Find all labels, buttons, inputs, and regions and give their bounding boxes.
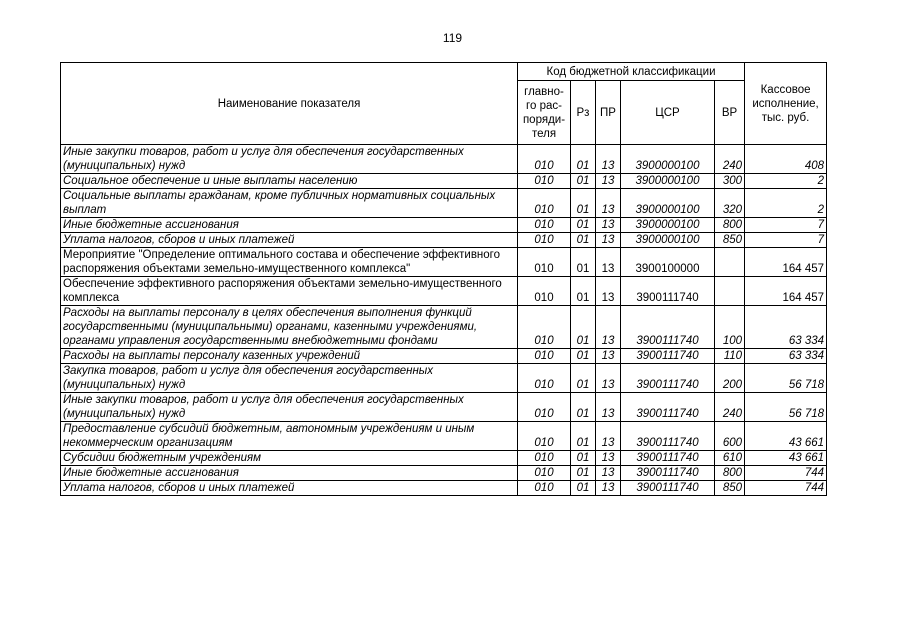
table-row — [61, 174, 827, 189]
cell-amount: 2 — [745, 189, 827, 218]
cell-glav: 010 — [518, 364, 571, 393]
cell-name: Уплата налогов, сборов и иных платежей — [61, 233, 518, 248]
cell-csr: 3900111740 — [621, 466, 715, 481]
cell-name: Социальное обеспечение и иные выплаты населению — [61, 174, 518, 189]
cell-name: Расходы на выплаты персоналу в целях обеспечения выполнения функций государственными (муниципальными) органами, казенными учреждениями, органами управления государственными внебюджетными фондами — [61, 306, 518, 349]
table-row — [61, 349, 827, 364]
cell-rz: 01 — [571, 277, 596, 306]
cell-amount: 56 718 — [745, 364, 827, 393]
cell-glav: 010 — [518, 393, 571, 422]
cell-glav: 010 — [518, 174, 571, 189]
cell-pr: 13 — [596, 189, 621, 218]
cell-pr: 13 — [596, 364, 621, 393]
table-row — [61, 189, 827, 218]
cell-vr: 320 — [715, 189, 745, 218]
cell-vr — [715, 277, 745, 306]
cell-csr: 3900000100 — [621, 145, 715, 174]
header-vr: ВР — [715, 81, 745, 145]
table-row — [61, 466, 827, 481]
cell-amount: 7 — [745, 233, 827, 248]
cell-amount: 408 — [745, 145, 827, 174]
table-row — [61, 277, 827, 306]
table-row — [61, 218, 827, 233]
header-amount: Кассовое исполнение, тыс. руб. — [745, 63, 827, 145]
table-row — [61, 248, 827, 277]
cell-vr: 800 — [715, 466, 745, 481]
cell-rz: 01 — [571, 145, 596, 174]
cell-rz: 01 — [571, 349, 596, 364]
cell-rz: 01 — [571, 393, 596, 422]
cell-amount: 43 661 — [745, 451, 827, 466]
cell-rz: 01 — [571, 422, 596, 451]
cell-pr: 13 — [596, 466, 621, 481]
cell-amount: 63 334 — [745, 306, 827, 349]
cell-vr: 850 — [715, 233, 745, 248]
cell-vr: 110 — [715, 349, 745, 364]
cell-glav: 010 — [518, 451, 571, 466]
header-code-group: Код бюджетной классификации — [518, 63, 745, 81]
cell-pr: 13 — [596, 349, 621, 364]
cell-rz: 01 — [571, 189, 596, 218]
cell-name: Субсидии бюджетным учреждениям — [61, 451, 518, 466]
cell-glav: 010 — [518, 233, 571, 248]
cell-amount: 43 661 — [745, 422, 827, 451]
cell-csr: 3900111740 — [621, 393, 715, 422]
cell-glav: 010 — [518, 422, 571, 451]
cell-csr: 3900000100 — [621, 174, 715, 189]
cell-vr: 240 — [715, 145, 745, 174]
cell-vr: 300 — [715, 174, 745, 189]
page-number: 119 — [442, 31, 463, 45]
cell-amount: 2 — [745, 174, 827, 189]
cell-vr: 200 — [715, 364, 745, 393]
cell-glav: 010 — [518, 248, 571, 277]
cell-pr: 13 — [596, 422, 621, 451]
cell-rz: 01 — [571, 451, 596, 466]
cell-name: Уплата налогов, сборов и иных платежей — [61, 481, 518, 496]
cell-csr: 3900111740 — [621, 422, 715, 451]
cell-rz: 01 — [571, 233, 596, 248]
table-row — [61, 145, 827, 174]
header-pr: ПР — [596, 81, 621, 145]
cell-glav: 010 — [518, 349, 571, 364]
cell-rz: 01 — [571, 481, 596, 496]
cell-pr: 13 — [596, 248, 621, 277]
cell-csr: 3900111740 — [621, 277, 715, 306]
cell-glav: 010 — [518, 306, 571, 349]
table-row — [61, 306, 827, 349]
cell-name: Обеспечение эффективного распоряжения объектами земельно-имущественного комплекса — [61, 277, 518, 306]
cell-amount: 7 — [745, 218, 827, 233]
cell-csr: 3900000100 — [621, 233, 715, 248]
cell-name: Социальные выплаты гражданам, кроме публичных нормативных социальных выплат — [61, 189, 518, 218]
cell-csr: 3900111740 — [621, 364, 715, 393]
cell-pr: 13 — [596, 174, 621, 189]
cell-name: Иные бюджетные ассигнования — [61, 218, 518, 233]
cell-rz: 01 — [571, 364, 596, 393]
cell-csr: 3900100000 — [621, 248, 715, 277]
cell-amount: 164 457 — [745, 248, 827, 277]
table-row — [61, 422, 827, 451]
cell-vr — [715, 248, 745, 277]
cell-rz: 01 — [571, 218, 596, 233]
cell-name: Закупка товаров, работ и услуг для обеспечения государственных (муниципальных) нужд — [61, 364, 518, 393]
cell-csr: 3900111740 — [621, 451, 715, 466]
cell-glav: 010 — [518, 218, 571, 233]
header-rz: Рз — [571, 81, 596, 145]
header-name: Наименование показателя — [61, 63, 518, 145]
cell-glav: 010 — [518, 145, 571, 174]
cell-name: Иные бюджетные ассигнования — [61, 466, 518, 481]
cell-vr: 600 — [715, 422, 745, 451]
cell-vr: 610 — [715, 451, 745, 466]
table-row — [61, 393, 827, 422]
cell-vr: 240 — [715, 393, 745, 422]
cell-vr: 850 — [715, 481, 745, 496]
cell-pr: 13 — [596, 481, 621, 496]
cell-csr: 3900000100 — [621, 189, 715, 218]
header-csr: ЦСР — [621, 81, 715, 145]
cell-amount: 63 334 — [745, 349, 827, 364]
cell-vr: 100 — [715, 306, 745, 349]
cell-glav: 010 — [518, 277, 571, 306]
cell-name: Мероприятие "Определение оптимального состава и обеспечение эффективного распоряжения объектами земельно-имущественного комплекса" — [61, 248, 518, 277]
cell-amount: 744 — [745, 481, 827, 496]
table-body — [61, 145, 827, 496]
cell-glav: 010 — [518, 481, 571, 496]
cell-amount: 164 457 — [745, 277, 827, 306]
table-row — [61, 481, 827, 496]
cell-amount: 744 — [745, 466, 827, 481]
cell-vr: 800 — [715, 218, 745, 233]
cell-csr: 3900000100 — [621, 218, 715, 233]
cell-pr: 13 — [596, 218, 621, 233]
cell-name: Предоставление субсидий бюджетным, автономным учреждениям и иным некоммерческим организациям — [61, 422, 518, 451]
cell-glav: 010 — [518, 189, 571, 218]
cell-rz: 01 — [571, 248, 596, 277]
cell-pr: 13 — [596, 451, 621, 466]
cell-rz: 01 — [571, 306, 596, 349]
cell-pr: 13 — [596, 277, 621, 306]
header-glav: главно- го рас- поряди- теля — [518, 81, 571, 145]
cell-csr: 3900111740 — [621, 306, 715, 349]
table-row — [61, 233, 827, 248]
cell-amount: 56 718 — [745, 393, 827, 422]
budget-execution-table — [60, 62, 827, 496]
cell-csr: 3900111740 — [621, 349, 715, 364]
cell-csr: 3900111740 — [621, 481, 715, 496]
cell-glav: 010 — [518, 466, 571, 481]
cell-name: Иные закупки товаров, работ и услуг для обеспечения государственных (муниципальных) нужд — [61, 145, 518, 174]
cell-pr: 13 — [596, 393, 621, 422]
table-row — [61, 364, 827, 393]
cell-pr: 13 — [596, 306, 621, 349]
cell-rz: 01 — [571, 466, 596, 481]
cell-rz: 01 — [571, 174, 596, 189]
cell-pr: 13 — [596, 233, 621, 248]
cell-name: Иные закупки товаров, работ и услуг для обеспечения государственных (муниципальных) нужд — [61, 393, 518, 422]
table-row — [61, 451, 827, 466]
cell-name: Расходы на выплаты персоналу казенных учреждений — [61, 349, 518, 364]
cell-pr: 13 — [596, 145, 621, 174]
